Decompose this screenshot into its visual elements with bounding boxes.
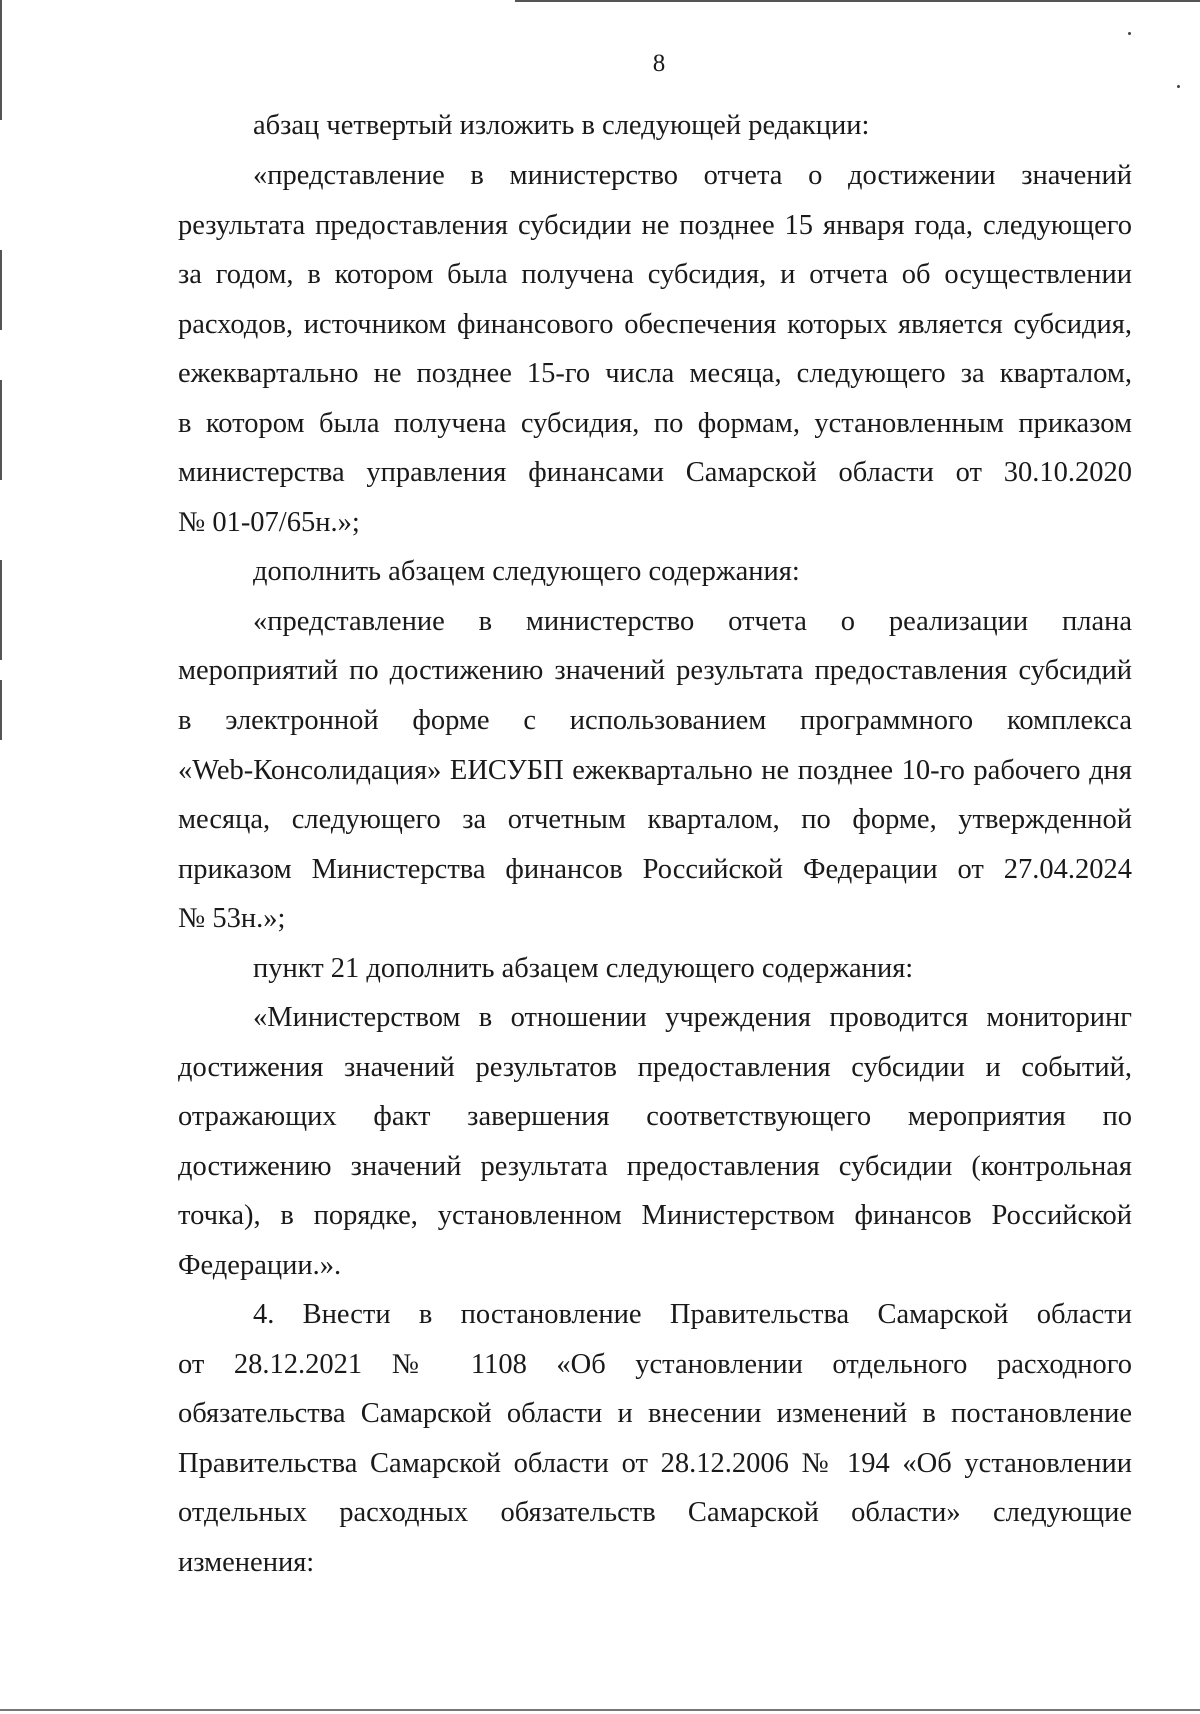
text-line: «Министерством в отношении учреждения проводится мониторинг	[253, 1002, 1132, 1033]
text-line: точка), в порядке, установленном Министерством финансов Российской	[178, 1200, 1132, 1231]
text-line: отдельных расходных обязательств Самарской области» следующие	[178, 1497, 1132, 1528]
text-line: результата предоставления субсидии не позднее 15 января года, следующего	[178, 210, 1132, 241]
text-line: достижению значений результата предоставления субсидии (контрольная	[178, 1151, 1132, 1182]
text-line: отражающих факт завершения соответствующего мероприятия по	[178, 1101, 1132, 1132]
scan-margin-mark	[0, 680, 2, 740]
text-line: расходов, источником финансового обеспечения которых является субсидия,	[178, 309, 1132, 340]
scan-edge-top	[515, 0, 1200, 2]
text-line: «представление в министерство отчета о реализации плана	[253, 606, 1132, 637]
text-line: месяца, следующего за отчетным кварталом, по форме, утвержденной	[178, 804, 1132, 835]
text-line: достижения значений результатов предоставления субсидии и событий,	[178, 1052, 1132, 1083]
text-line: изменения:	[178, 1547, 315, 1578]
text-line: пункт 21 дополнить абзацем следующего содержания:	[253, 953, 914, 984]
text-line: в котором была получена субсидия, по формам, установленным приказом	[178, 408, 1132, 439]
text-line: приказом Министерства финансов Российской Федерации от 27.04.2024	[178, 854, 1132, 885]
text-line: 4. Внести в постановление Правительства Самарской области	[253, 1299, 1132, 1330]
text-line: № 01-07/65н.»;	[178, 507, 360, 538]
text-line: Правительства Самарской области от 28.12.2006 № 194 «Об установлении	[178, 1448, 1132, 1479]
text-line: ежеквартально не позднее 15-го числа месяца, следующего за кварталом,	[178, 358, 1132, 389]
page-number: 8	[652, 50, 666, 77]
scan-speck	[1128, 32, 1131, 35]
text-line: в электронной форме с использованием программного комплекса	[178, 705, 1132, 736]
text-line: обязательства Самарской области и внесении изменений в постановление	[178, 1398, 1132, 1429]
scan-margin-mark	[0, 380, 2, 480]
text-line: от 28.12.2021 № 1108 «Об установлении отдельного расходного	[178, 1349, 1132, 1380]
text-line: мероприятий по достижению значений результата предоставления субсидий	[178, 655, 1132, 686]
scan-speck	[1177, 85, 1180, 88]
text-line: дополнить абзацем следующего содержания:	[253, 556, 800, 587]
scan-edge-bottom	[0, 1709, 1200, 1711]
scan-margin-mark	[0, 250, 2, 330]
text-line: министерства управления финансами Самарской области от 30.10.2020	[178, 457, 1132, 488]
text-line: абзац четвертый изложить в следующей редакции:	[253, 110, 870, 141]
text-line: «Web-Консолидация» ЕИСУБП ежеквартально не позднее 10-го рабочего дня	[178, 755, 1132, 786]
text-line: Федерации.».	[178, 1250, 342, 1281]
text-line: за годом, в котором была получена субсидия, и отчета об осуществлении	[178, 259, 1132, 290]
text-line: № 53н.»;	[178, 903, 286, 934]
scan-margin-mark	[0, 560, 2, 660]
text-line: «представление в министерство отчета о достижении значений	[253, 160, 1132, 191]
